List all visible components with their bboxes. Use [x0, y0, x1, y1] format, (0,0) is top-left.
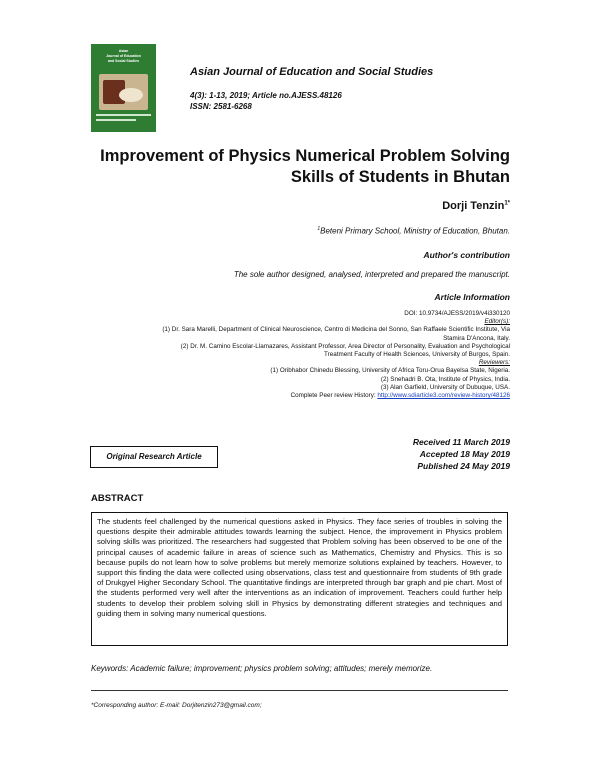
paper-title: [60, 146, 510, 188]
review-history-prefix: Complete Peer review History:: [290, 392, 378, 400]
article-info-heading: Article Information: [434, 292, 510, 302]
reviewer-1: (1) Oribhabor Chinedu Blessing, University of Africa Toru-Orua Bayelsa State, Nigeria.: [270, 367, 510, 375]
cover-footer-line: [96, 114, 151, 116]
reviewer-3: (3) Alan Garfield, University of Dubuque, USA.: [380, 383, 510, 391]
article-info-block: [60, 310, 510, 400]
editor-1-line2: Stamira D'Ancona, Italy.: [443, 334, 510, 342]
author: [442, 200, 510, 212]
review-history: [60, 392, 510, 400]
cover-title-line2: Journal of Education: [106, 54, 141, 58]
journal-issue: 4(3): 1-13, 2019; Article no.AJESS.48126: [190, 91, 342, 100]
abstract-heading: ABSTRACT: [91, 493, 144, 504]
journal-cover-thumbnail: [91, 44, 156, 132]
journal-issn: ISSN: 2581-6268: [190, 102, 252, 111]
corresponding-author: *Corresponding author: E-mail: Dorjitenzin273@gmail.com;: [91, 702, 262, 709]
footnote-separator: [91, 690, 508, 691]
reviewers-label: Reviewers:: [478, 359, 510, 367]
journal-name: Asian Journal of Education and Social Studies: [190, 66, 434, 78]
affiliation-sup: 1: [317, 226, 321, 232]
doi: DOI: 10.9734/AJESS/2019/v4i330120: [404, 310, 510, 317]
article-type-badge: Original Research Article: [90, 446, 218, 468]
editor-2-line1: (2) Dr. M. Camino Escolar-Llamazares, Assistant Professor, Area Director of Personality, Evaluation and Psychological: [180, 342, 510, 350]
accepted-date: Accepted 18 May 2019: [419, 449, 510, 459]
reviewer-2: (2) Snehadri B. Ota, Institute of Physics, India.: [380, 375, 510, 383]
published-date: Published 24 May 2019: [417, 461, 510, 471]
cover-title-line3: and Social Studies: [107, 59, 140, 63]
paper-title-line2: Skills of Students in Bhutan: [290, 168, 510, 186]
paper-title-line1: Improvement of Physics Numerical Problem Solving: [100, 147, 510, 165]
keywords: Keywords: Academic failure; improvement; physics problem solving; attitudes; merely memorize.: [91, 664, 433, 673]
author-sup: 1*: [504, 200, 510, 207]
review-history-link[interactable]: http://www.sdiarticle3.com/review-history/48126: [377, 392, 510, 400]
editor-1-line1: (1) Dr. Sara Marelli, Department of Clinical Neuroscience, Centro di Medicina del Sonno, San Raffaele Scientific Institute, Via: [162, 326, 510, 334]
contribution-heading: Author's contribution: [423, 250, 510, 260]
editors-label: Editor(s):: [484, 318, 510, 326]
affiliation-text: Beteni Primary School, Ministry of Education, Bhutan.: [320, 226, 510, 236]
abstract-text: The students feel challenged by the numerical questions asked in Physics. They face series of troubles in solving the questions despite their admirable attitudes towards learning the subject. Hence, the improvement in Physics problem solving skills was prioritized. The researchers had suggested that Problem solving has been observed to be one of the principal causes of academic failure in areas of science such as Mathematics, Chemistry and Physics. This is so because pupils do not learn how to solve problems but merely memorize solutions explained by teachers. However, to support this finding the data were collected using observations, class test and questionnaire from students of 9th grade of Drukgyel Higher Secondary School. The quantitative findings are interpreted through bar graph and pie chart. Most of the students performed very well after the interventions as an indication of improvement. Teachers could further help students to develop their problem solving skill in Physics by demonstrating different strategies and techniques and guiding them in solving many numerical questions.: [91, 512, 508, 646]
article-dates: [413, 436, 510, 472]
cover-illustration: [99, 74, 148, 110]
cover-title-line1: Asian: [118, 49, 129, 53]
contribution-text: The sole author designed, analysed, interpreted and prepared the manuscript.: [233, 270, 510, 279]
affiliation: [317, 226, 510, 236]
received-date: Received 11 March 2019: [412, 437, 510, 447]
cover-footer-line: [96, 119, 136, 121]
author-name: Dorji Tenzin: [442, 200, 505, 212]
editor-2-line2: Treatment Faculty of Health Sciences, University of Burgos, Spain.: [324, 351, 510, 359]
